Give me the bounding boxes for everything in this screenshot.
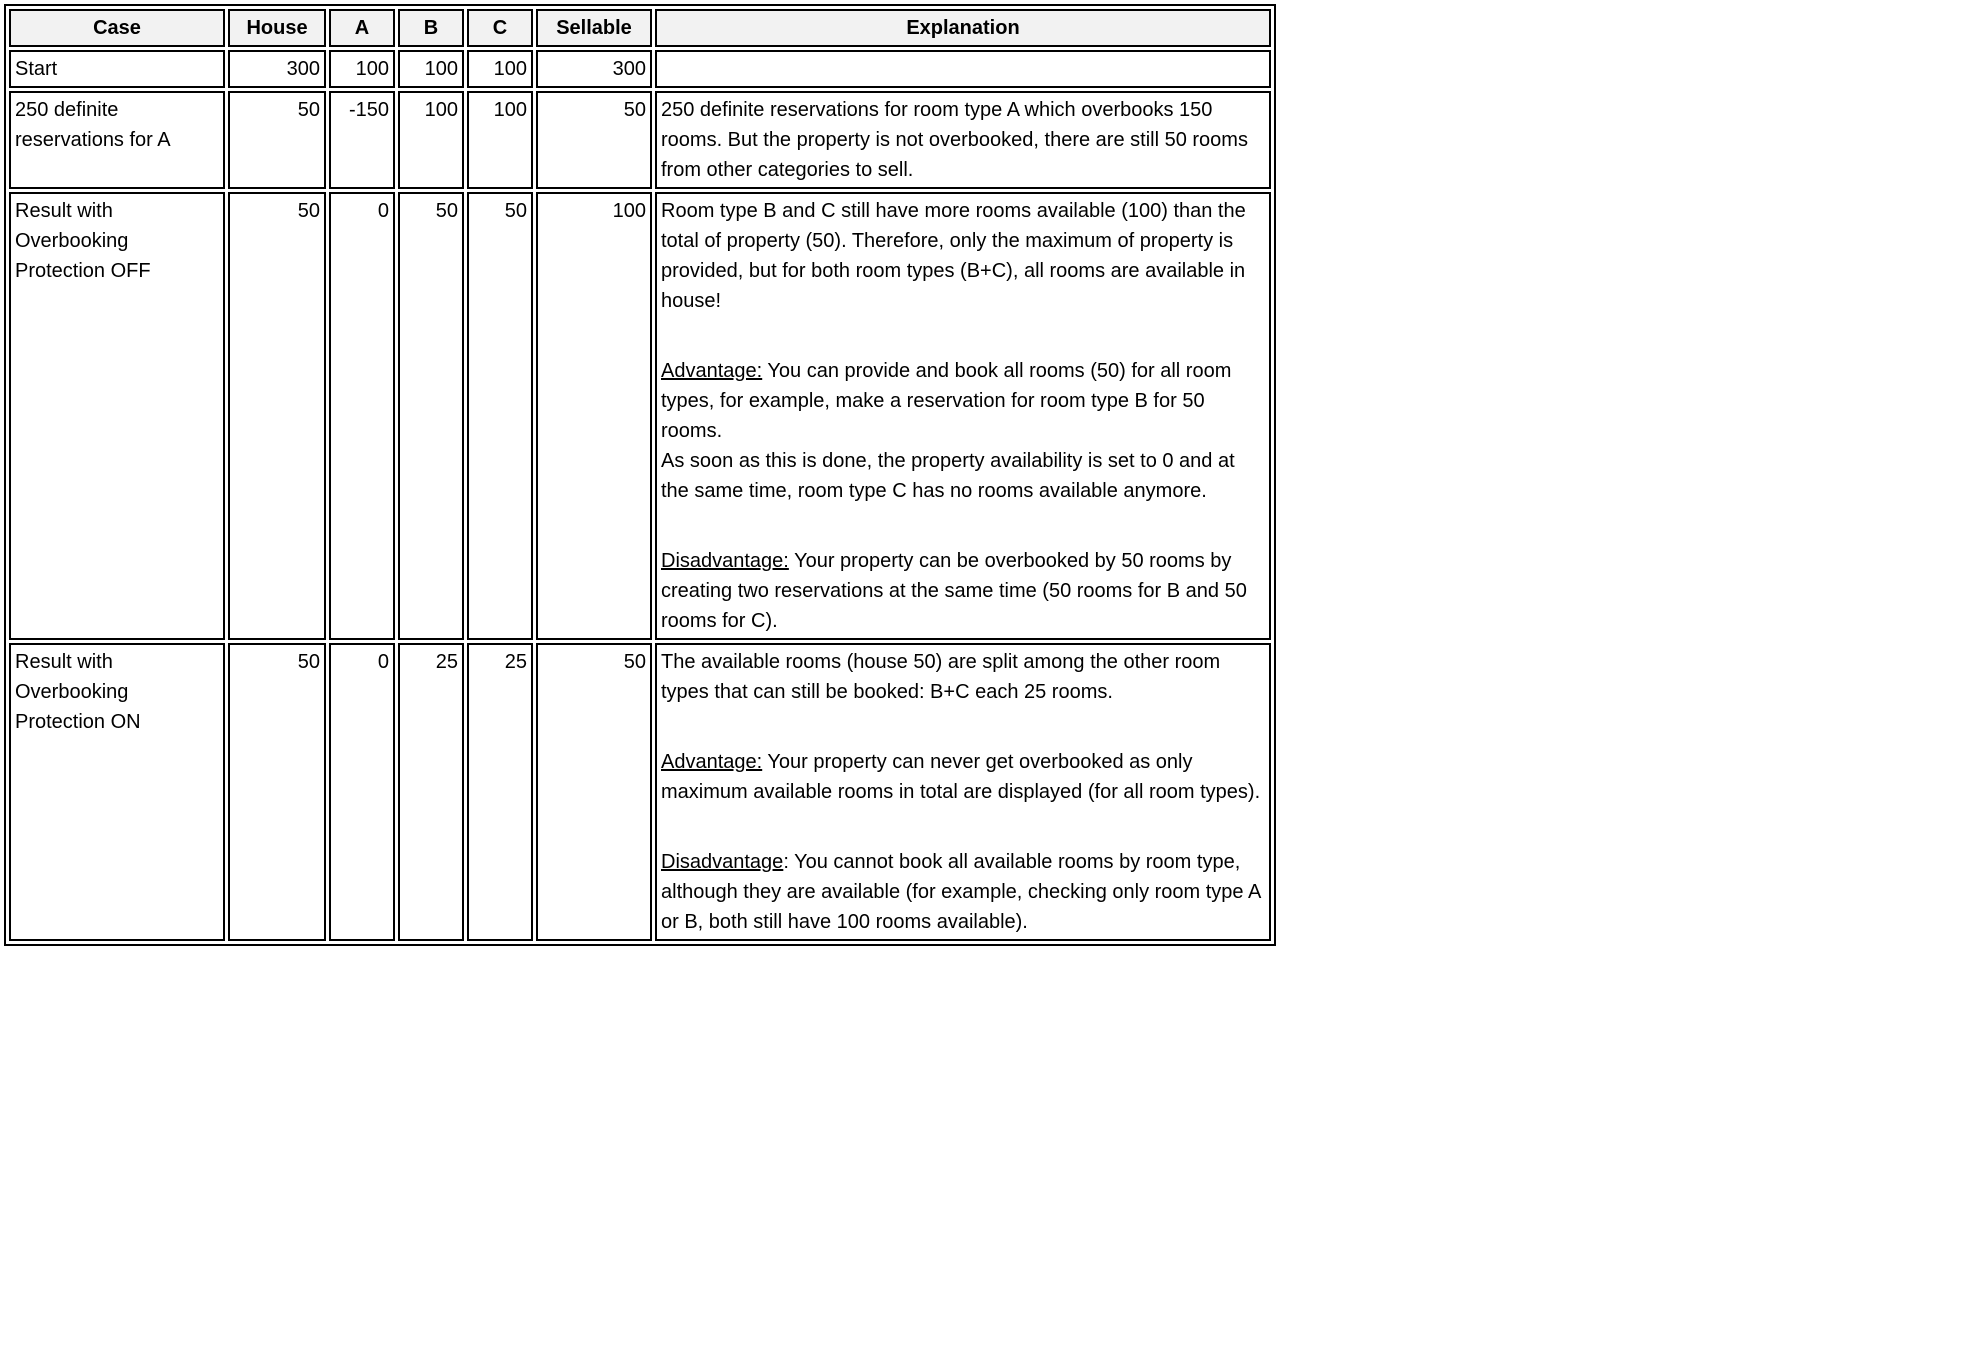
a-cell: 0 bbox=[329, 643, 395, 941]
house-cell: 300 bbox=[228, 50, 326, 88]
overbooking-table bbox=[4, 4, 1276, 946]
explanation-lead: Advantage: bbox=[661, 360, 763, 382]
b-cell: 25 bbox=[398, 643, 464, 941]
table-body bbox=[9, 50, 1271, 941]
explanation-cell bbox=[655, 50, 1271, 88]
explanation-paragraph bbox=[661, 356, 1265, 506]
house-cell: 50 bbox=[228, 643, 326, 941]
column-header-house: House bbox=[228, 9, 326, 47]
c-cell: 25 bbox=[467, 643, 533, 941]
table-row bbox=[9, 91, 1271, 189]
table-header bbox=[9, 9, 1271, 47]
column-header-c: C bbox=[467, 9, 533, 47]
a-cell: 100 bbox=[329, 50, 395, 88]
explanation-paragraph bbox=[661, 546, 1265, 636]
table-row bbox=[9, 192, 1271, 640]
explanation-cell bbox=[655, 643, 1271, 941]
explanation-text: 250 definite reservations for room type A which overbooks 150 rooms. But the property is not overbooked, there are still 50 rooms from other categories to sell. bbox=[661, 99, 1248, 181]
explanation-lead: Advantage: bbox=[661, 751, 763, 773]
case-cell: Result with Overbooking Protection ON bbox=[9, 643, 225, 941]
column-header-a: A bbox=[329, 9, 395, 47]
sellable-cell: 50 bbox=[536, 643, 652, 941]
explanation-text: As soon as this is done, the property availability is set to 0 and at the same time, room type C has no rooms available anymore. bbox=[661, 450, 1235, 502]
header-row bbox=[9, 9, 1271, 47]
explanation-text: Room type B and C still have more rooms available (100) than the total of property (50). Therefore, only the maximum of property is provided, but for both room types (B+C), all rooms are available in house! bbox=[661, 200, 1246, 312]
explanation-paragraph bbox=[661, 647, 1265, 707]
explanation-lead: Disadvantage bbox=[661, 851, 784, 873]
explanation-paragraph bbox=[661, 747, 1265, 807]
explanation-lead: Disadvantage: bbox=[661, 550, 789, 572]
b-cell: 100 bbox=[398, 50, 464, 88]
table-row bbox=[9, 643, 1271, 941]
sellable-cell: 300 bbox=[536, 50, 652, 88]
explanation-text: You can provide and book all rooms (50) for all room types, for example, make a reservation for room type B for 50 rooms. bbox=[661, 360, 1232, 442]
b-cell: 100 bbox=[398, 91, 464, 189]
sellable-cell: 100 bbox=[536, 192, 652, 640]
c-cell: 50 bbox=[467, 192, 533, 640]
column-header-sellable: Sellable bbox=[536, 9, 652, 47]
b-cell: 50 bbox=[398, 192, 464, 640]
case-cell: Start bbox=[9, 50, 225, 88]
house-cell: 50 bbox=[228, 192, 326, 640]
explanation-paragraph bbox=[661, 196, 1265, 316]
explanation-paragraph bbox=[661, 847, 1265, 937]
explanation-text: Your property can be overbooked by 50 rooms by creating two reservations at the same time (50 rooms for B and 50 rooms for C). bbox=[661, 550, 1247, 632]
table-row bbox=[9, 50, 1271, 88]
c-cell: 100 bbox=[467, 91, 533, 189]
column-header-case: Case bbox=[9, 9, 225, 47]
explanation-text: The available rooms (house 50) are split among the other room types that can still be booked: B+C each 25 rooms. bbox=[661, 651, 1221, 703]
explanation-paragraph bbox=[661, 95, 1265, 185]
case-cell: Result with Overbooking Protection OFF bbox=[9, 192, 225, 640]
column-header-explanation: Explanation bbox=[655, 9, 1271, 47]
column-header-b: B bbox=[398, 9, 464, 47]
a-cell: 0 bbox=[329, 192, 395, 640]
explanation-cell bbox=[655, 192, 1271, 640]
explanation-text: : You cannot book all available rooms by room type, although they are available (for example, checking only room type A or B, both still have 100 rooms available). bbox=[661, 851, 1261, 933]
explanation-text: Your property can never get overbooked as only maximum available rooms in total are displayed (for all room types). bbox=[661, 751, 1261, 803]
c-cell: 100 bbox=[467, 50, 533, 88]
house-cell: 50 bbox=[228, 91, 326, 189]
sellable-cell: 50 bbox=[536, 91, 652, 189]
case-cell: 250 definite reservations for A bbox=[9, 91, 225, 189]
a-cell: -150 bbox=[329, 91, 395, 189]
explanation-cell bbox=[655, 91, 1271, 189]
